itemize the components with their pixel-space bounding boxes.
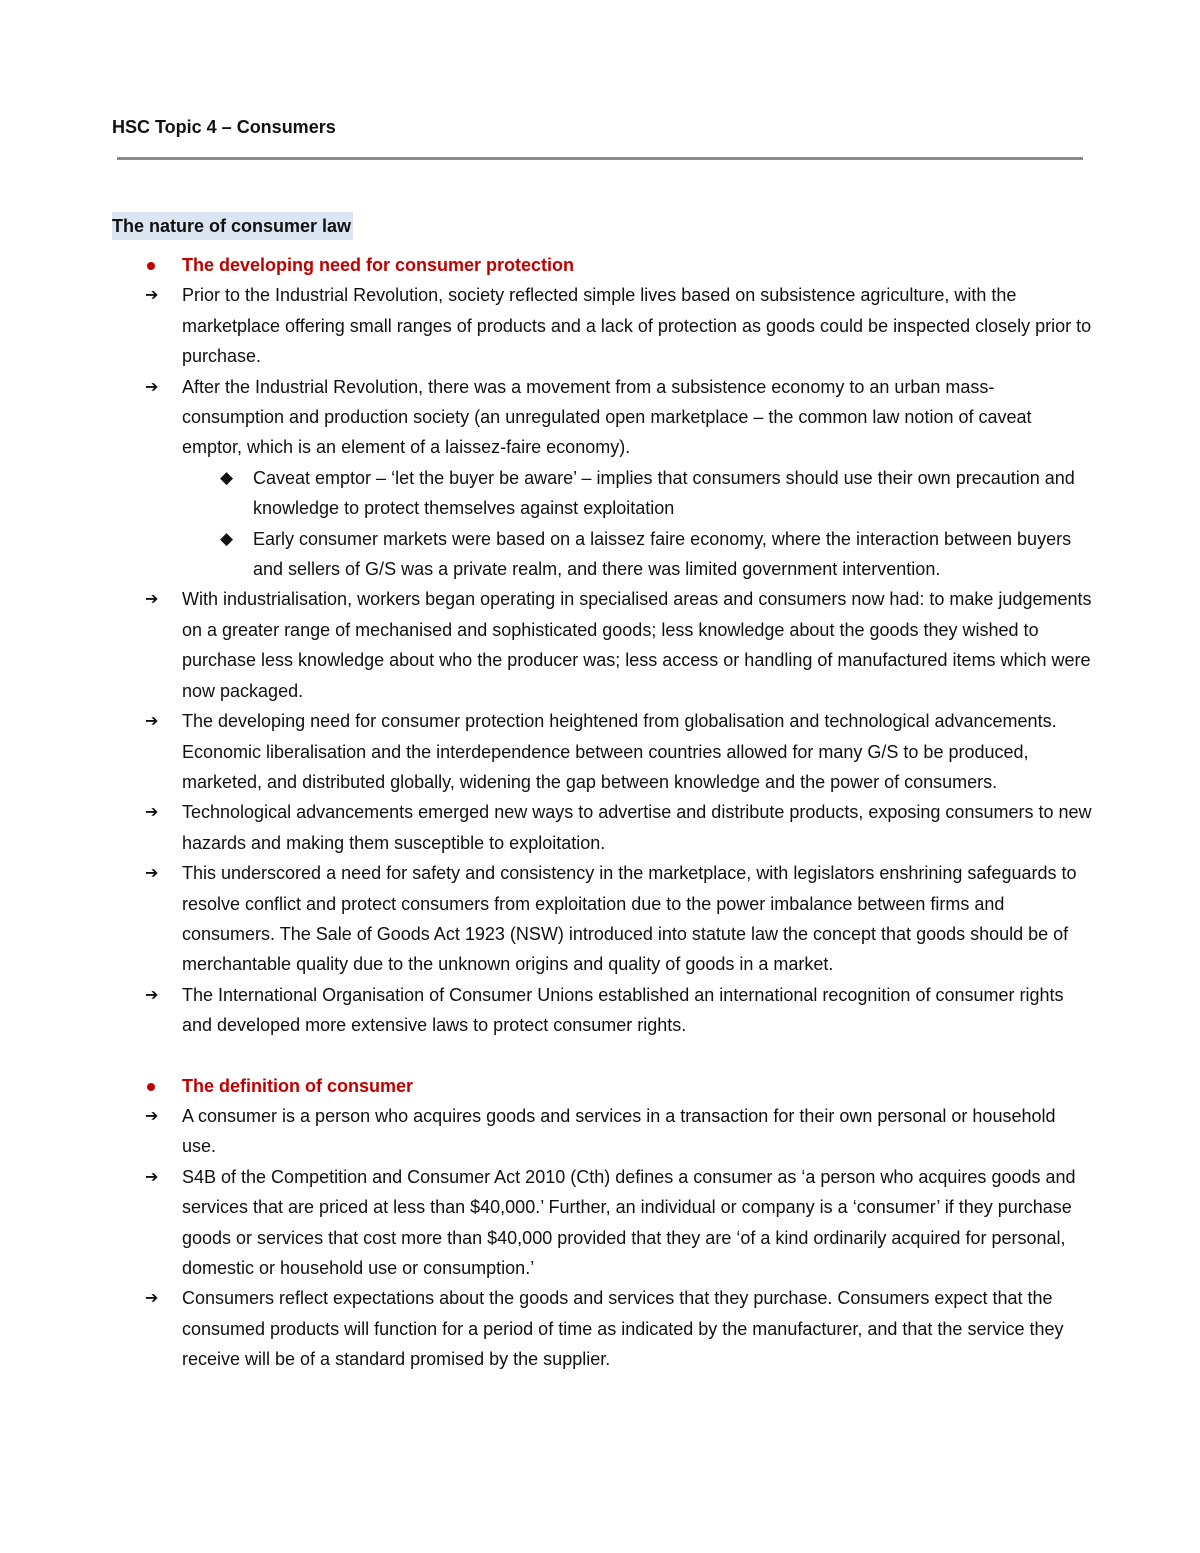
list-item [112,280,1092,371]
arrow-icon: ➔ [145,376,159,396]
arrow-icon: ➔ [145,285,159,305]
arrow-icon: ➔ [145,984,159,1004]
document-body [112,212,1092,1375]
list-item-text: This underscored a need for safety and consistency in the marketplace, with legislators enshrining safeguards to resolve conflict and protect consumers from exploitation due to the power imbalance between firms and consumers. The Sale of Goods Act 1923 (NSW) introduced into statute law the concept that goods should be of merchantable quality due to the unknown origins and quality of goods in a market. [182,863,1077,975]
list-item [112,797,1092,858]
list-item [112,1101,1092,1162]
section-heading: The nature of consumer law [112,212,353,240]
list-item-text: With industrialisation, workers began operating in specialised areas and consumers now had: to make judgements on a greater range of mechanised and sophisticated goods; less knowledge about the goods they wished to purchase less knowledge about who the producer was; less access or handling of manufactured items which were now packaged. [182,589,1092,701]
list-item [112,1162,1092,1284]
list-item [112,584,1092,706]
arrow-icon: ➔ [145,1166,159,1186]
list-item-text: Technological advancements emerged new ways to advertise and distribute products, exposing consumers to new hazards and making them susceptible to exploitation. [182,802,1092,853]
subsection-heading-text: The developing need for consumer protection [182,255,575,275]
list-item [112,706,1092,797]
arrow-icon: ➔ [145,1105,159,1125]
subsection-heading [112,1071,1092,1101]
red-bullet-icon [147,262,155,270]
header-divider [117,157,1083,160]
red-bullet-icon [147,1083,155,1091]
diamond-bullet-icon: ◆ [220,467,234,488]
list-item-text: The International Organisation of Consumer Unions established an international recognition of consumer rights and developed more extensive laws to protect consumer rights. [182,984,1064,1036]
subsection-heading [112,250,1092,280]
sub-list-item [112,463,1092,524]
list-item-text: Consumers reflect expectations about the goods and services that they purchase. Consumers expect that the consumed products will function for a period of time as indicated by the manufacturer, and that the service they receive will be of a standard promised by the supplier. [182,1288,1064,1370]
diamond-bullet-icon: ◆ [220,528,234,549]
list-item [112,372,1092,463]
spacer [112,240,1092,250]
arrow-icon: ➔ [145,863,159,883]
spacer [112,1041,1092,1071]
list-item-text: Prior to the Industrial Revolution, society reflected simple lives based on subsistence agriculture, with the marketplace offering small ranges of products and a lack of protection as goods could be inspected closely prior to purchase. [182,285,1092,367]
arrow-icon: ➔ [145,589,159,609]
arrow-icon: ➔ [145,1288,159,1308]
subsection-heading-text: The definition of consumer [182,1075,414,1096]
list-item [112,1283,1092,1374]
list-item-text: After the Industrial Revolution, there was a movement from a subsistence economy to an urban mass-consumption and production society (an unregulated open marketplace – the common law notion of caveat emptor, which is an element of a laissez-faire economy). [182,376,1032,458]
list-item-text: S4B of the Competition and Consumer Act 2010 (Cth) defines a consumer as ‘a person who acquires goods and services that are priced at less than $40,000.’ Further, an individual or company is a ‘consumer’ if they purchase goods or services that cost more than $40,000 provided that they are ‘of a kind ordinarily acquired for personal, domestic or household use or consumption.’ [182,1166,1076,1278]
list-item-text: Caveat emptor – ‘let the buyer be aware’ – implies that consumers should use their own precaution and knowledge to protect themselves against exploitation [253,467,1075,519]
section-heading-wrapper [112,212,1092,240]
sub-list-item [112,524,1092,585]
list-item [112,980,1092,1041]
subsection-consumer-protection [112,250,1092,1041]
subsection-definition-of-consumer [112,1071,1092,1375]
arrow-icon: ➔ [145,711,159,731]
list-item-text: The developing need for consumer protection heightened from globalisation and technological advancements. Economic liberalisation and the interdependence between countries allowed for many G/S to be produced, marketed, and distributed globally, widening the gap between knowledge and the power of consumers. [182,711,1057,792]
list-item-text: A consumer is a person who acquires goods and services in a transaction for their own personal or household use. [182,1105,1056,1157]
list-item [112,858,1092,980]
arrow-icon: ➔ [145,802,159,822]
page-title: HSC Topic 4 – Consumers [112,117,336,137]
list-item-text: Early consumer markets were based on a laissez faire economy, where the interaction between buyers and sellers of G/S was a private realm, and there was limited government intervention. [253,528,1072,580]
